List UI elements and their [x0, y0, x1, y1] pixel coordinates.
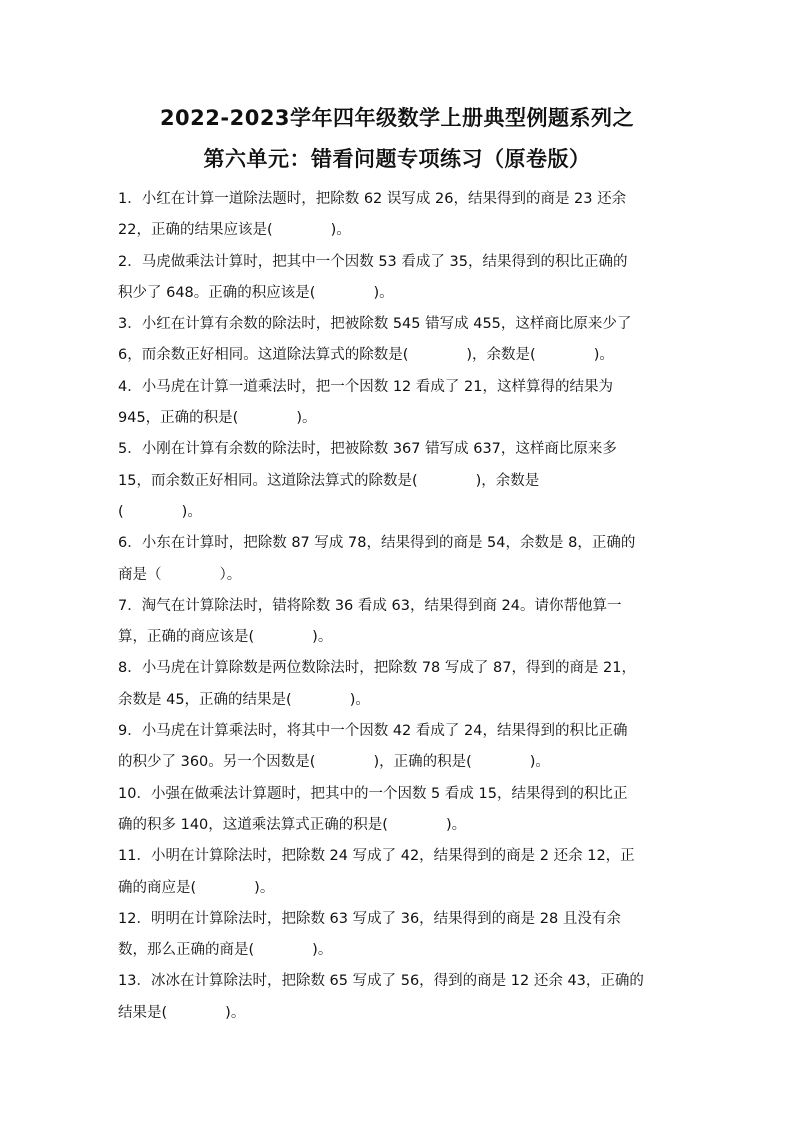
question-item: [118, 716, 678, 779]
question-text-line: 6，而余数正好相同。这道除法算式的除数是( )，余数是( )。: [118, 347, 614, 364]
document-title-line-1: 2022-2023学年四年级数学上册典型例题系列之: [159, 106, 635, 130]
question-text-line: 22，正确的结果应该是( )。: [118, 222, 351, 239]
question-text-line: 10．小强在做乘法计算题时，把其中的一个因数 5 看成 15，结果得到的积比正: [118, 785, 628, 802]
question-text-line: 7．淘气在计算除法时，错将除数 36 看成 63，结果得到商 24。请你帮他算一: [118, 597, 622, 614]
question-text-line: 积少了 648。正确的积应该是( )。: [118, 284, 394, 301]
question-text-line: 4．小马虎在计算一道乘法时，把一个因数 12 看成了 21，这样算得的结果为: [118, 378, 613, 395]
question-text-line: 9．小马虎在计算乘法时，将其中一个因数 42 看成了 24，结果得到的积比正确: [118, 723, 628, 740]
question-text-line: 数，那么正确的商是( )。: [118, 942, 333, 959]
question-text-line: 12．明明在计算除法时，把除数 63 写成了 36，结果得到的商是 28 且没有余: [118, 910, 621, 927]
question-text-line: 11．小明在计算除法时，把除数 24 写成了 42，结果得到的商是 2 还余 12，正: [118, 848, 635, 865]
question-item: [118, 247, 678, 310]
question-text-line: 3．小红在计算有余数的除法时，把被除数 545 错写成 455，这样商比原来少了: [118, 316, 632, 333]
question-text-line: 确的积多 140，这道乘法算式正确的积是( )。: [118, 816, 467, 833]
question-text-line: 算，正确的商应该是( )。: [118, 629, 333, 646]
question-text-line: 15，而余数正好相同。这道除法算式的除数是( )，余数是: [118, 472, 540, 489]
question-list: [118, 184, 678, 1029]
question-item: [118, 653, 678, 716]
question-text-line: 确的商应是( )。: [118, 879, 275, 896]
question-item: [118, 184, 678, 247]
question-text-line: 结果是( )。: [118, 1004, 246, 1021]
question-text-line: 5．小刚在计算有余数的除法时，把被除数 367 错写成 637，这样商比原来多: [118, 441, 617, 458]
question-text-line: ( )。: [118, 503, 202, 520]
question-item: [118, 841, 678, 904]
question-item: [118, 779, 678, 842]
question-item: [118, 528, 678, 591]
document-title-line-2: 第六单元：错看问题专项练习（原卷版）: [203, 147, 591, 171]
question-item: [118, 591, 678, 654]
question-item: [118, 309, 678, 372]
question-text-line: 13．冰冰在计算除法时，把除数 65 写成了 56，得到的商是 12 还余 43，正确的: [118, 973, 644, 990]
question-item: [118, 904, 678, 967]
question-text-line: 945，正确的积是( )。: [118, 410, 317, 427]
question-item: [118, 966, 678, 1029]
question-text-line: 6．小东在计算时，把除数 87 写成 78，结果得到的商是 54，余数是 8，正确的: [118, 535, 636, 552]
question-text-line: 2．马虎做乘法计算时，把其中一个因数 53 看成了 35，结果得到的积比正确的: [118, 253, 628, 270]
question-text-line: 8．小马虎在计算除数是两位数除法时，把除数 78 写成了 87，得到的商是 21，: [118, 660, 637, 677]
question-text-line: 余数是 45，正确的结果是( )。: [118, 691, 370, 708]
question-item: [118, 434, 678, 528]
question-text-line: 商是（ ）。: [118, 566, 242, 583]
question-text-line: 的积少了 360。另一个因数是( )，正确的积是( )。: [118, 754, 550, 771]
question-item: [118, 372, 678, 435]
question-text-line: 1．小红在计算一道除法题时，把除数 62 误写成 26，结果得到的商是 23 还余: [118, 191, 627, 207]
